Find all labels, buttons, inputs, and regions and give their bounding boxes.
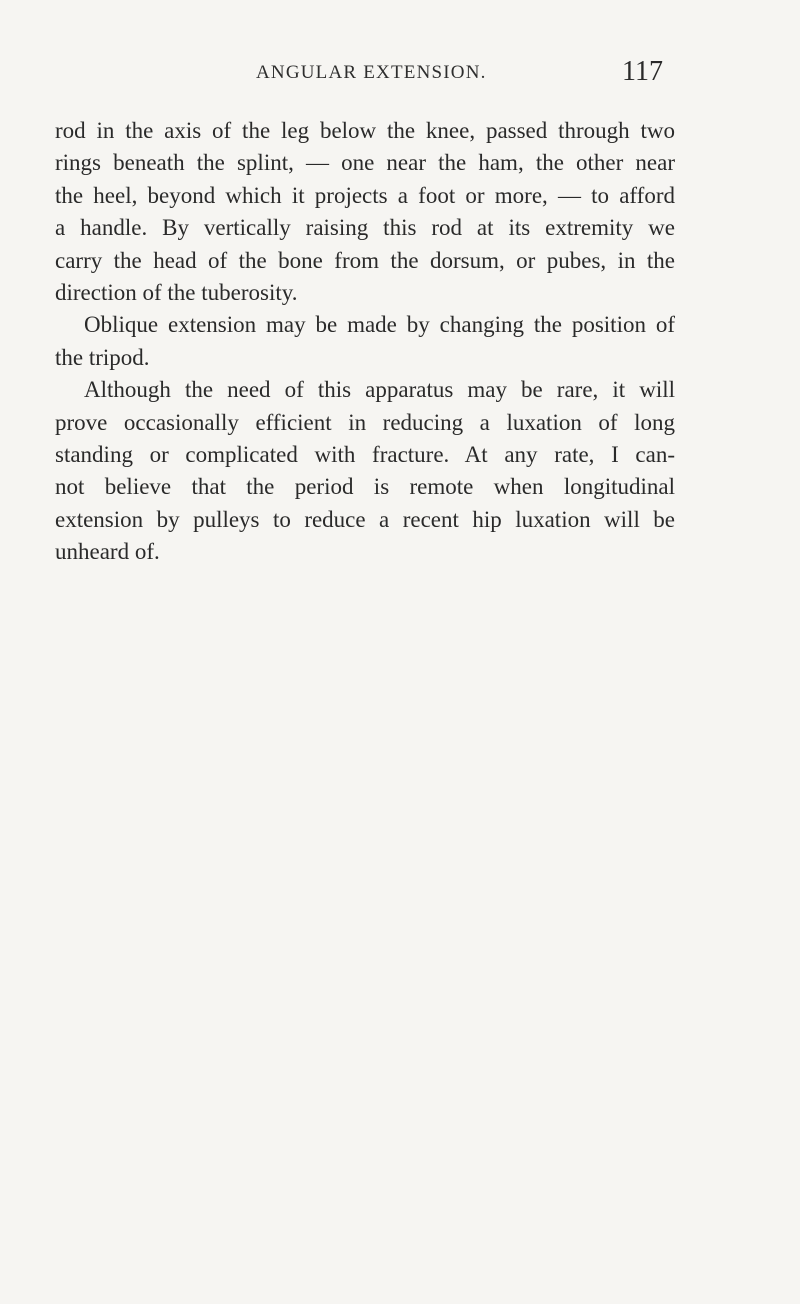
text-line: prove occasionally efficient in reducing a luxation of long — [55, 409, 675, 435]
text-line: rod in the axis of the leg below the knee, passed through two — [55, 118, 675, 143]
body-text — [55, 115, 675, 568]
text-line: carry the head of the bone from the dorsum, or pubes, in the — [55, 247, 675, 273]
text-line: the tripod. — [55, 344, 150, 370]
text-line: not believe that the period is remote when longitudinal — [55, 474, 675, 500]
page-header — [0, 56, 800, 92]
running-head: ANGULAR EXTENSION. — [256, 62, 487, 83]
text-line: Oblique extension may be made by changing the position of — [84, 312, 675, 338]
text-line: a handle. By vertically raising this rod at its extremity we — [55, 215, 675, 241]
text-line: unheard of. — [55, 539, 160, 565]
text-line: standing or complicated with fracture. At any rate, I can- — [55, 441, 675, 467]
text-line: Although the need of this apparatus may be rare, it will — [84, 377, 675, 403]
text-line: direction of the tuberosity. — [55, 279, 298, 305]
text-line: the heel, beyond which it projects a foot or more, — to afford — [55, 182, 675, 208]
page-number: 117 — [622, 56, 663, 87]
text-line: extension by pulleys to reduce a recent hip luxation will be — [55, 506, 675, 532]
text-line: rings beneath the splint, — one near the ham, the other near — [55, 150, 675, 176]
